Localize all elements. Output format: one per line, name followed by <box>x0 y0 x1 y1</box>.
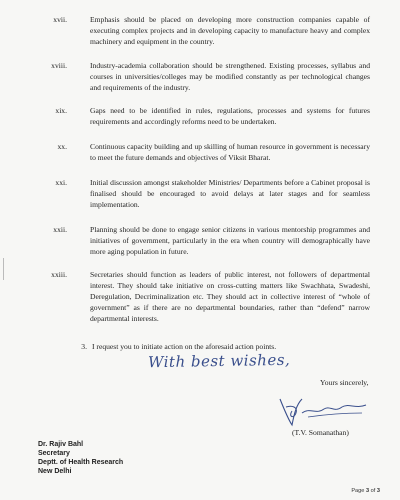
addressee-name: Dr. Rajiv Bahl <box>38 441 84 448</box>
item-number: xxiii. <box>51 270 67 279</box>
margin-mark <box>3 258 4 280</box>
yours-sincerely: Yours sincerely, <box>320 378 369 387</box>
addressee-department: Deptt. of Health Research <box>38 459 124 466</box>
item-text: Initial discussion amongst stakeholder Ministries/ Departments before a Cabinet proposal is finalised should be encouraged to avoid delays at later stages and for seamless implementation. <box>90 178 370 209</box>
item-number: xxi. <box>55 178 67 187</box>
page-label: Page <box>351 488 365 494</box>
page-of: of <box>370 488 376 494</box>
item-text: Secretaries should function as leaders of public interest, not followers of departmental interest. They should take initiative on cross-cutting matters like Swachhata, Swadeshi, Deregulation, Decriminalization etc. They should act in collective interest of “whole of government” as if there are no departmental boundaries, rather than “defend” narrow departmental interests. <box>90 270 370 323</box>
item-number: xix. <box>55 106 67 115</box>
page-current: 3 <box>365 488 370 494</box>
item-text: Gaps need to be identified in rules, regulations, processes and systems for futures requirements and accordingly reforms need to be undertaken. <box>90 106 370 126</box>
item-text: Continuous capacity building and up skilling of human resource in government is necessary to meet the future demands and objectives of Viksit Bharat. <box>90 142 370 162</box>
item-text: Planning should be done to engage senior citizens in various mentorship programmes and initiatives of government, particularly in the era when country will demographically have more aging population in future. <box>90 225 370 256</box>
handwritten-note: With best wishes, <box>147 350 291 372</box>
item-number: xxii. <box>53 225 67 234</box>
closing-paragraph: I request you to initiate action on the aforesaid action points. <box>92 342 277 351</box>
item-number: xvii. <box>53 15 67 24</box>
closing-number: 3. <box>81 342 87 351</box>
signature <box>272 391 372 431</box>
addressee-city: New Delhi <box>38 468 72 475</box>
signer-name: (T.V. Somanathan) <box>292 428 349 437</box>
page-number <box>351 488 380 494</box>
item-number: xx. <box>57 142 67 151</box>
item-text: Industry-academia collaboration should be strengthened. Existing processes, syllabus and courses in universities/colleges may be modified constantly as per technological changes and requirements of the industry. <box>90 61 370 92</box>
item-text: Emphasis should be placed on developing more construction companies capable of executing complex projects and in developing capacity to manufacture heavy and complex machinery and equipment in the country. <box>90 15 370 46</box>
addressee-block <box>38 440 123 476</box>
page-total: 3 <box>376 488 380 494</box>
addressee-title: Secretary <box>38 450 70 457</box>
item-number: xviii. <box>51 61 67 70</box>
